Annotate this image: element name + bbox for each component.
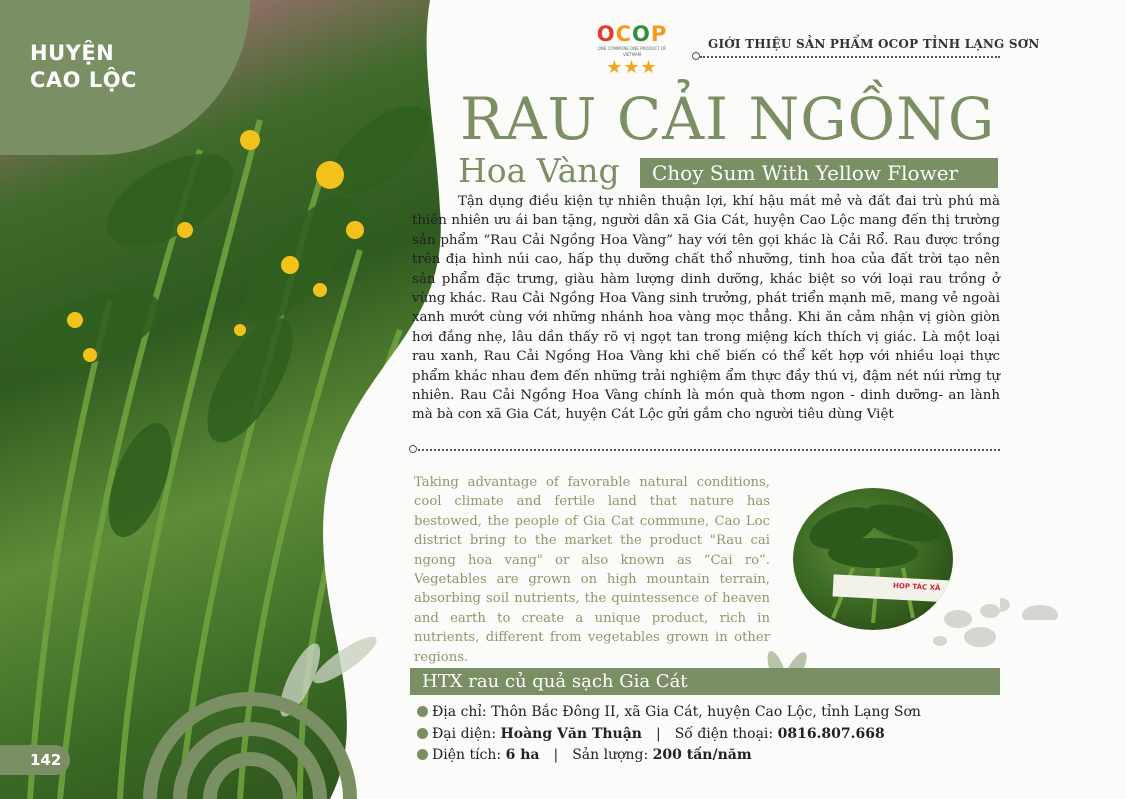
bundle-label: HOP TÁC XÃ bbox=[892, 581, 941, 593]
star-rating-icon: ★★★ bbox=[606, 57, 658, 78]
product-photo bbox=[0, 0, 470, 799]
address-line bbox=[417, 704, 921, 720]
cooperative-name: HTX rau củ quả sạch Gia Cát bbox=[410, 668, 1000, 695]
ocop-logo bbox=[588, 22, 676, 76]
header-title: GIỚI THIỆU SẢN PHẨM OCOP TỈNH LẠNG SƠN bbox=[708, 37, 1040, 51]
output-value: 200 tấn/năm bbox=[652, 747, 752, 763]
area-icon bbox=[417, 749, 428, 760]
logo-text: OCOP bbox=[596, 22, 668, 46]
page-number: 142 bbox=[0, 745, 70, 775]
contact-line bbox=[417, 726, 885, 742]
description-vietnamese: Tận dụng điều kiện tự nhiên thuận lợi, khí hậu mát mẻ và đất đai trù phú mà thiên nhiên ưu ái ban tặng, người dân xã Gia Cát, huyện Cao Lộc mang đến thị trường sản phẩm “Rau Cải Ngồng Hoa Vàng” hay với tên gọi khác là Cải Rổ. Rau được trồng trên địa hình núi cao, hấp thụ dưỡng chất thổ nhưỡng, tinh hoa của đất trời tạo nên sản phẩm đặc trưng, giàu hàm lượng dinh dưỡng, khác biệt so với loại rau trồng ở vùng khác. Rau Cải Ngồng Hoa Vàng sinh trưởng, phát triển mạnh mẽ, mang vẻ ngoài xanh mướt cùng với những nhánh hoa vàng mọc thẳng. Khi ăn cảm nhận vị giòn giòn hơi đắng nhẹ, lâu dần thấy rõ vị ngọt tan trong miệng kích thích vị giác. Là một loại rau xanh, Rau Cải Ngồng Hoa Vàng khi chế biến có thể kết hợp với nhiều loại thực phẩm khác nhau đem đến những trải nghiệm ẩm thực đầy thú vị, đậm nét núi rừng tự nhiên. Rau Cải Ngồng Hoa Vàng chính là món quà thơm ngon - dinh dưỡng- an lành mà bà con xã Gia Cát, huyện Cát Lộc gửi gắm cho người tiêu dùng Việt bbox=[412, 194, 1000, 423]
header-divider bbox=[700, 56, 1000, 58]
divider-dot bbox=[409, 445, 417, 453]
decorative-pebbles bbox=[1000, 480, 1126, 620]
representative-label: Đại diện: bbox=[432, 726, 497, 742]
district-line2: CAO LỘC bbox=[30, 68, 137, 92]
logo-subtext: ONE COMMUNE ONE PRODUCT OF VIETNAM bbox=[597, 46, 667, 57]
person-icon bbox=[417, 728, 428, 739]
product-bundle-photo bbox=[793, 488, 953, 630]
location-icon bbox=[417, 706, 428, 717]
output-label: Sản lượng: bbox=[572, 747, 649, 763]
separator: | bbox=[553, 747, 559, 763]
district-name bbox=[30, 40, 137, 94]
product-title: RAU CẢI NGỒNG bbox=[460, 85, 996, 153]
address-label: Địa chỉ: bbox=[432, 704, 487, 720]
phone-value: 0816.807.668 bbox=[777, 726, 885, 742]
divider-dot bbox=[692, 52, 700, 60]
product-english-name: Choy Sum With Yellow Flower bbox=[640, 158, 998, 188]
section-divider bbox=[418, 449, 1000, 451]
address-value: Thôn Bắc Đông II, xã Gia Cát, huyện Cao Lộc, tỉnh Lạng Sơn bbox=[491, 704, 921, 720]
description-english: Taking advantage of favorable natural conditions, cool climate and fertile land that nature has bestowed, the people of Gia Cat commune, Cao Loc district bring to the market the product "Rau cai ngong hoa vang" or also known as “Cai ro”. Vegetables are grown on high mountain terrain, absorbing soil nutrients, the quintessence of heaven and earth to create a unique product, rich in nutrients, different from vegetables grown in other regions. bbox=[414, 475, 770, 665]
area-label: Diện tích: bbox=[432, 747, 502, 763]
separator: | bbox=[656, 726, 661, 742]
capacity-line bbox=[417, 747, 752, 763]
phone-label: Số điện thoại: bbox=[674, 726, 774, 742]
representative-value: Hoàng Văn Thuận bbox=[500, 726, 642, 742]
area-value: 6 ha bbox=[505, 747, 540, 763]
bundle-illustration bbox=[793, 488, 953, 630]
product-subtitle: Hoa Vàng bbox=[458, 151, 620, 190]
district-line1: HUYỆN bbox=[30, 41, 115, 65]
